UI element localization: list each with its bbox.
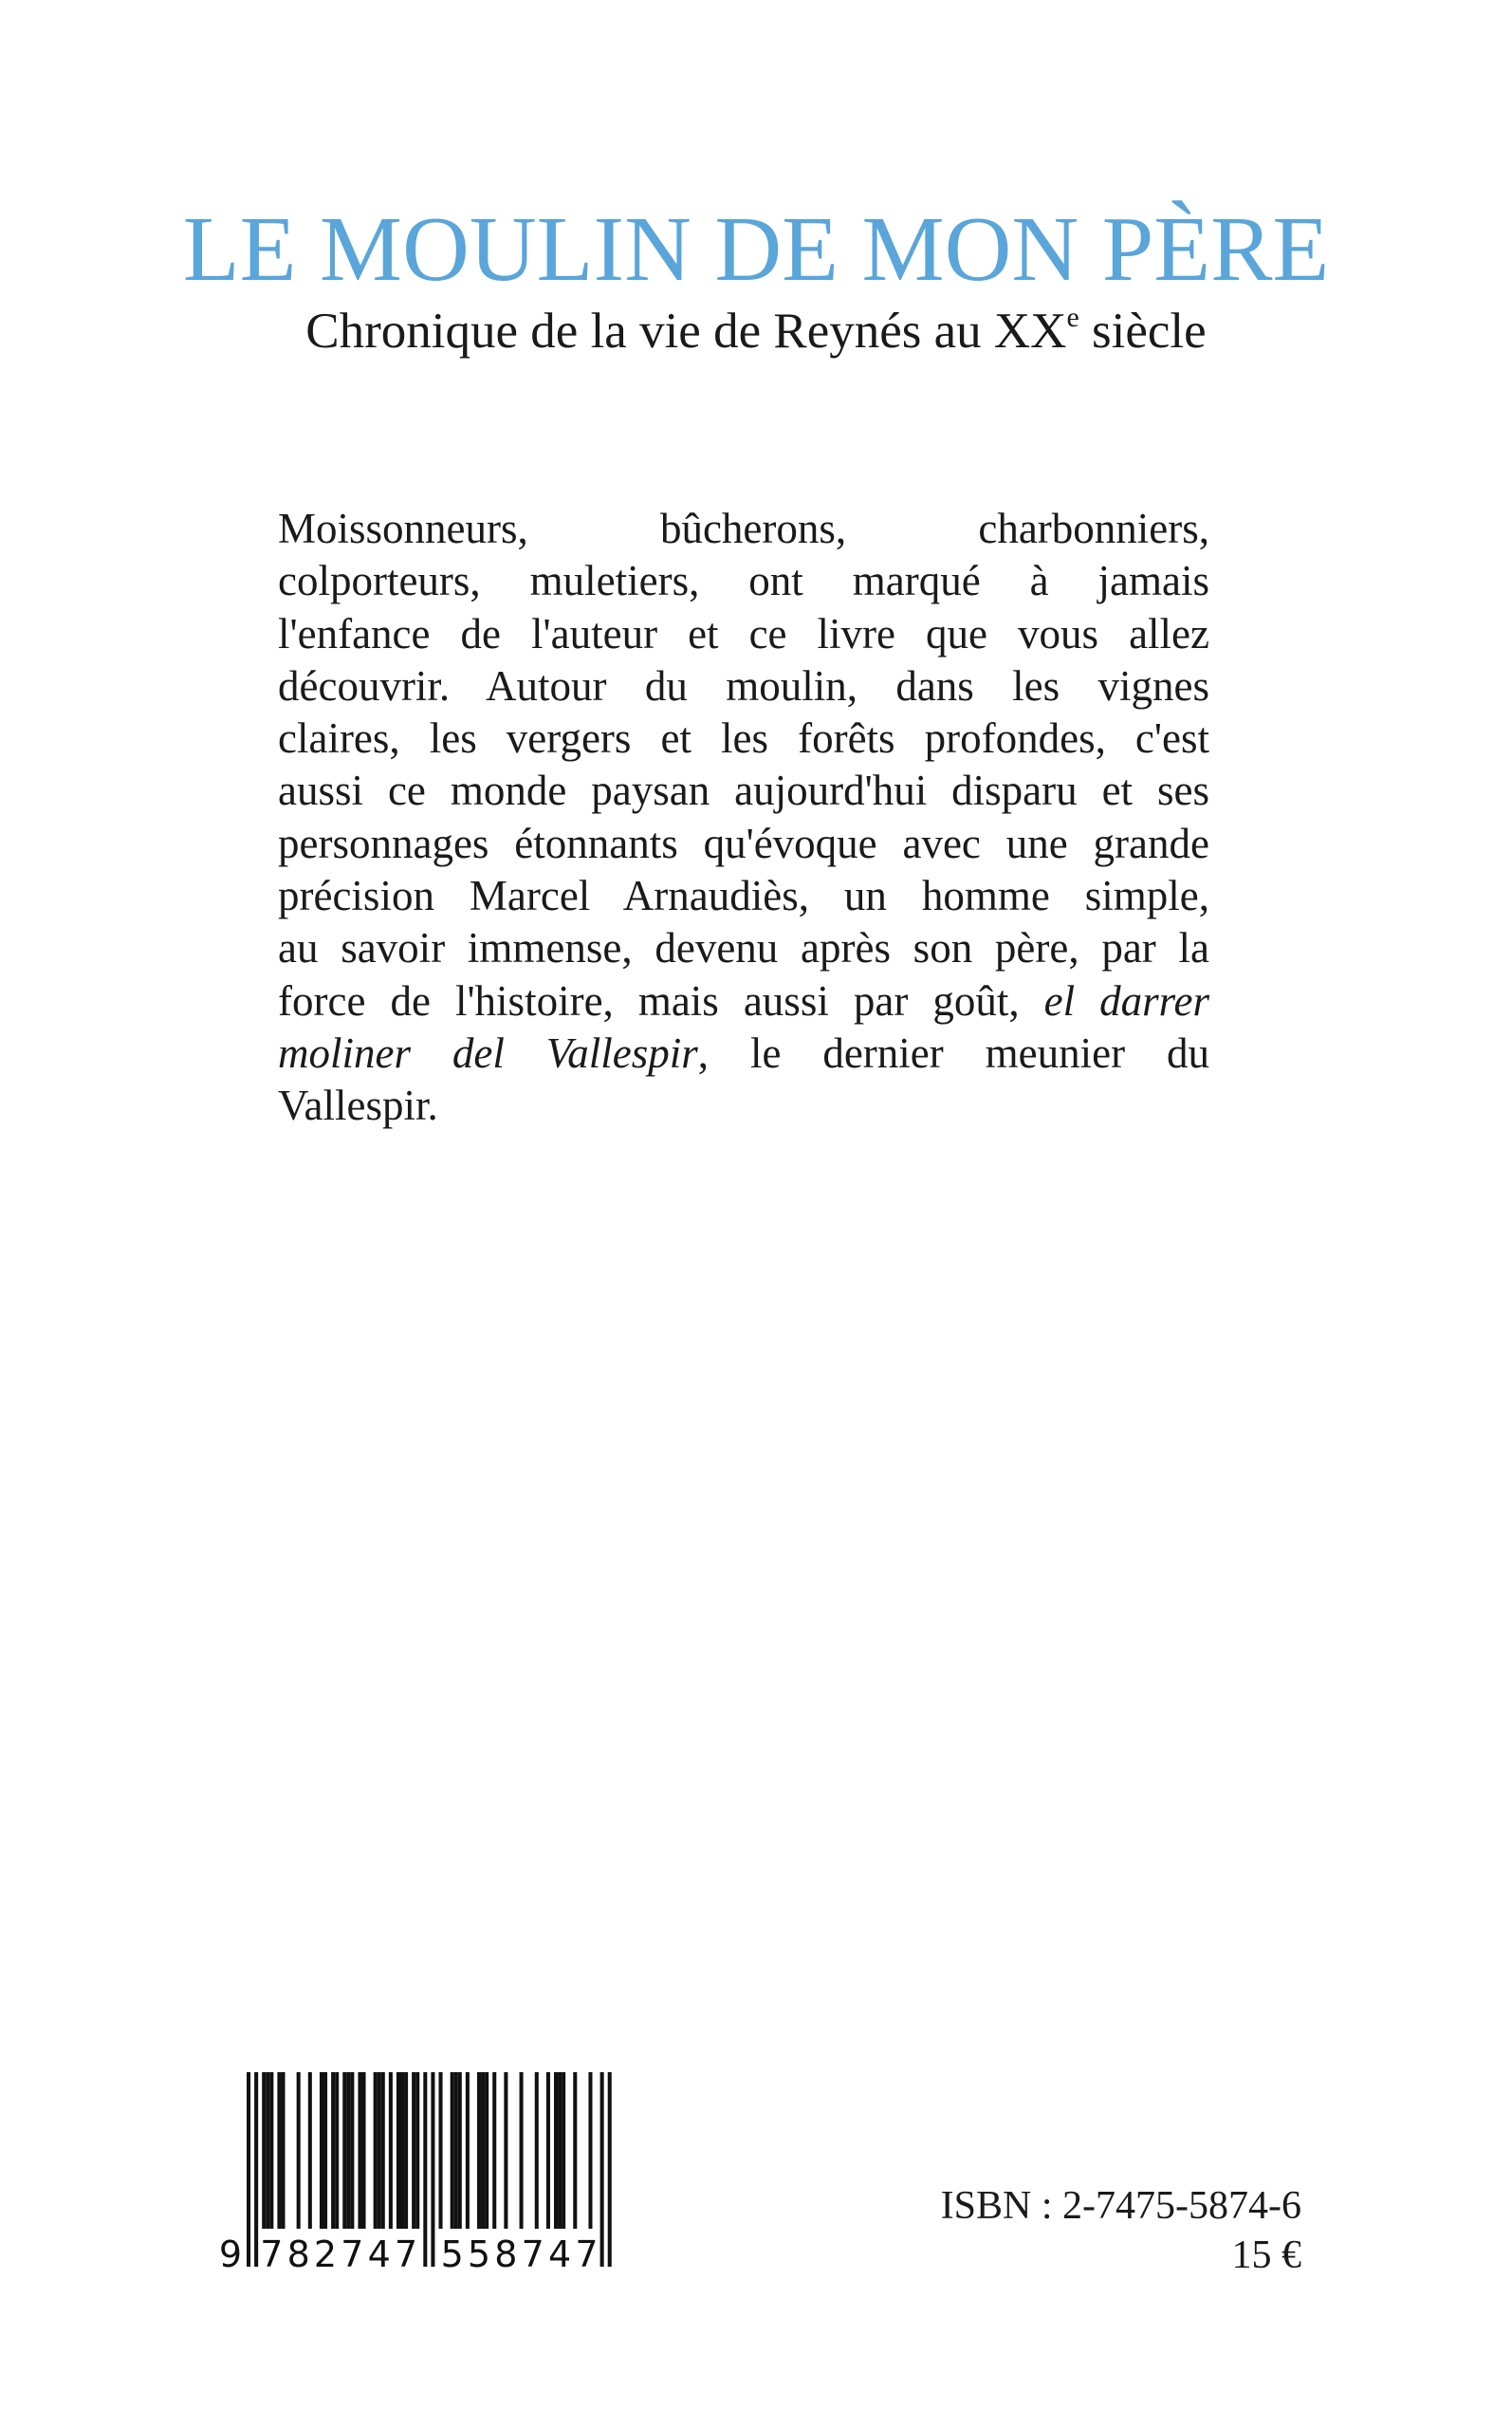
barcode-bar	[342, 2072, 346, 2229]
isbn-barcode	[218, 2072, 643, 2275]
blurb-line: colporteurs, muletiers, ont marqué à jamais	[278, 557, 1209, 605]
barcode-bar	[297, 2072, 301, 2229]
blurb-line: au savoir immense, devenu après son père, par la	[278, 924, 1209, 973]
barcode-bar	[308, 2072, 312, 2229]
blurb-line: aussi ce monde paysan aujourd'hui disparu et ses	[278, 767, 1209, 815]
barcode-bar	[374, 2072, 378, 2229]
barcode-bar	[454, 2072, 458, 2229]
price: 15 €	[1231, 2233, 1301, 2277]
barcode-bar	[281, 2072, 285, 2229]
barcode-bar	[481, 2072, 485, 2229]
barcode-bar	[247, 2072, 250, 2267]
book-subtitle	[0, 304, 1512, 359]
barcode-bar	[520, 2072, 524, 2229]
barcode-digit: 7	[341, 2233, 364, 2275]
barcode-bar	[254, 2072, 258, 2267]
barcode-bar	[323, 2072, 327, 2229]
barcode-bar	[573, 2072, 577, 2229]
barcode-bar	[358, 2072, 361, 2229]
barcode-bar	[439, 2072, 443, 2229]
barcode-digit: 9	[218, 2233, 243, 2275]
barcode-bar	[269, 2072, 273, 2229]
barcode-bar	[378, 2072, 381, 2229]
barcode-bar	[415, 2072, 419, 2229]
barcode-bar	[404, 2072, 408, 2229]
subtitle-text: Chronique de la vie de Reynés au XX	[305, 304, 1067, 359]
barcode-bar	[412, 2072, 415, 2229]
barcode-bar	[335, 2072, 339, 2229]
barcode-digit: 8	[286, 2233, 310, 2275]
barcode-digit: 7	[394, 2233, 418, 2275]
blurb-line: personnages étonnants qu'évoque avec une grande	[278, 819, 1209, 867]
barcode-digit: 4	[367, 2233, 391, 2275]
barcode-bar	[546, 2072, 550, 2229]
barcode-digit: 7	[575, 2233, 599, 2275]
barcode-digit: 7	[521, 2233, 544, 2275]
barcode-bar	[346, 2072, 350, 2229]
barcode-bar	[504, 2072, 507, 2229]
barcode-bar	[451, 2072, 454, 2229]
blurb-line: découvrir. Autour du moulin, dans les vignes	[278, 661, 1209, 710]
blurb-line: moliner del Vallespir, le dernier meunier du	[278, 1028, 1209, 1077]
blurb-line: Moissonneurs, bûcherons, charbonniers,	[278, 505, 1209, 552]
barcode-bar	[554, 2072, 558, 2229]
barcode-bar	[277, 2072, 281, 2229]
barcode-bar	[492, 2072, 496, 2229]
barcode-bar	[588, 2072, 592, 2229]
barcode-bar	[485, 2072, 489, 2229]
barcode-bar	[477, 2072, 481, 2229]
barcode-bar	[466, 2072, 470, 2229]
blurb-line: l'enfance de l'auteur et ce livre que vous allez	[278, 609, 1209, 658]
subtitle-superscript: e	[1066, 302, 1079, 333]
book-title: LE MOULIN DE MON PÈRE	[182, 198, 1330, 301]
blurb-line: précision Marcel Arnaudiès, un homme simple,	[278, 872, 1209, 920]
barcode-bar	[362, 2072, 366, 2229]
barcode-bar	[431, 2072, 434, 2267]
barcode-digit: 5	[467, 2233, 491, 2275]
blurb-text	[278, 503, 1209, 1133]
isbn-number: ISBN : 2-7475-5874-6	[940, 2184, 1301, 2228]
barcode-digit: 4	[547, 2233, 572, 2275]
barcode-digit: 2	[313, 2233, 338, 2275]
barcode-bar	[331, 2072, 335, 2229]
barcode-bar	[558, 2072, 562, 2229]
blurb-line: Vallespir.	[278, 1082, 438, 1130]
barcode-bar	[600, 2072, 604, 2267]
barcode-bar	[423, 2072, 427, 2267]
barcode-bar	[320, 2072, 323, 2229]
barcode-bar	[266, 2072, 269, 2229]
barcode-digit: 7	[260, 2233, 284, 2275]
barcode-bar	[381, 2072, 385, 2229]
barcode-bar	[458, 2072, 462, 2229]
subtitle-text-end: siècle	[1079, 304, 1207, 359]
barcode-bar	[400, 2072, 404, 2229]
blurb-line: claires, les vergers et les forêts profondes, c'est	[278, 714, 1209, 763]
barcode-bar	[396, 2072, 400, 2229]
barcode-bar	[535, 2072, 539, 2229]
barcode-bar	[262, 2072, 266, 2229]
barcode-bar	[389, 2072, 393, 2229]
barcode-bar	[350, 2072, 354, 2229]
blurb-line: force de l'histoire, mais aussi par goût, el darrer	[278, 976, 1209, 1025]
barcode-digit: 5	[440, 2233, 464, 2275]
barcode-digit: 8	[494, 2233, 518, 2275]
barcode-bar	[608, 2072, 612, 2267]
barcode-bar	[562, 2072, 565, 2229]
